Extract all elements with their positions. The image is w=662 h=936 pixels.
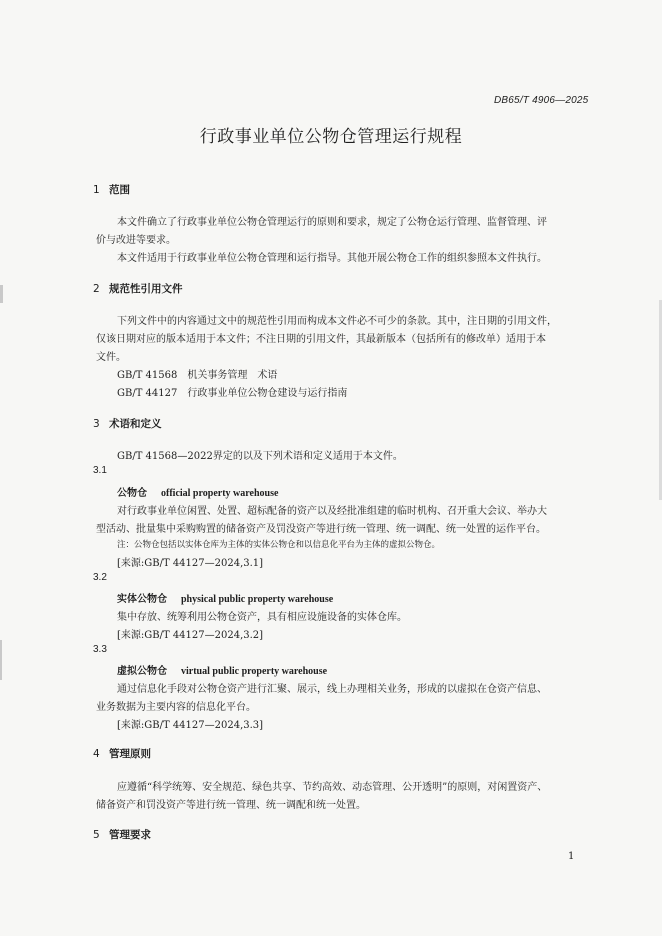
scope-paragraph-1-line-2: 价与改进等要求。 bbox=[96, 235, 176, 246]
page-number: 1 bbox=[568, 851, 575, 862]
term-definition-line-2: 业务数据为主要内容的信息化平台。 bbox=[96, 702, 256, 713]
document-number: DB65/T 4906—2025 bbox=[494, 95, 589, 106]
section-1-heading: 1 范围 bbox=[93, 184, 130, 196]
references-intro-line-1: 下列文件中的内容通过文中的规范性引用而构成本文件必不可少的条款。其中，注日期的引用文件， bbox=[117, 316, 557, 327]
section-3-heading: 3 术语和定义 bbox=[93, 418, 162, 430]
term-number: 3.3 bbox=[93, 644, 107, 655]
section-2-heading: 2 规范性引用文件 bbox=[93, 283, 183, 295]
scan-mark bbox=[0, 285, 3, 303]
term-source: [来源:GB/T 44127—2024,3.2] bbox=[117, 630, 264, 641]
scope-paragraph-2: 本文件适用于行政事业单位公物仓管理和运行指导。其他开展公物仓工作的组织参照本文件执行。 bbox=[117, 253, 547, 264]
page-title: 行政事业单位公物仓管理运行规程 bbox=[199, 127, 463, 147]
reference-item: GB/T 41568 机关事务管理 术语 bbox=[117, 370, 278, 381]
section-5-heading: 5 管理要求 bbox=[93, 829, 151, 841]
term-heading: 实体公物仓 physical public property warehouse bbox=[117, 594, 334, 605]
principles-line-2: 储备资产和罚没资产等进行统一管理、统一调配和统一处置。 bbox=[96, 800, 366, 811]
scope-paragraph-1-line-1: 本文件确立了行政事业单位公物仓管理运行的原则和要求，规定了公物仓运行管理、监督管理、评 bbox=[117, 217, 547, 228]
term-definition-line-1: 通过信息化手段对公物仓资产进行汇聚、展示，线上办理相关业务，形成的以虚拟在仓资产信息、 bbox=[117, 684, 547, 695]
term-note: 注：公物仓包括以实体仓库为主体的实体公物仓和以信息化平台为主体的虚拟公物仓。 bbox=[117, 540, 441, 550]
reference-item: GB/T 44127 行政事业单位公物仓建设与运行指南 bbox=[117, 388, 348, 399]
term-source: [来源:GB/T 44127—2024,3.3] bbox=[117, 720, 264, 731]
term-definition-line-1: 集中存放、统筹利用公物仓资产，具有相应设施设备的实体仓库。 bbox=[117, 612, 407, 623]
term-heading: 虚拟公物仓 virtual public property warehouse bbox=[117, 666, 328, 677]
scan-mark bbox=[0, 640, 2, 680]
term-definition-line-1: 对行政事业单位闲置、处置、超标配备的资产以及经批准组建的临时机构、召开重大会议、举办大 bbox=[117, 506, 547, 517]
term-definition-line-2: 型活动、批量集中采购购置的储备资产及罚没资产等进行统一管理、统一调配、统一处置的运作平台。 bbox=[96, 524, 546, 535]
section-4-heading: 4 管理原则 bbox=[93, 748, 151, 760]
term-number: 3.1 bbox=[93, 465, 107, 476]
references-intro-line-2: 仅该日期对应的版本适用于本文件；不注日期的引用文件，其最新版本（包括所有的修改单）适用于本 bbox=[96, 334, 546, 345]
references-intro-line-3: 文件。 bbox=[96, 352, 126, 363]
term-number: 3.2 bbox=[93, 572, 107, 583]
term-source: [来源:GB/T 44127—2024,3.1] bbox=[117, 558, 264, 569]
term-heading: 公物仓 official property warehouse bbox=[117, 488, 279, 499]
terms-intro: GB/T 41568—2022界定的以及下列术语和定义适用于本文件。 bbox=[117, 451, 403, 462]
principles-line-1: 应遵循“科学统筹、安全规范、绿色共享、节约高效、动态管理、公开透明”的原则，对闲置资产、 bbox=[117, 782, 548, 793]
